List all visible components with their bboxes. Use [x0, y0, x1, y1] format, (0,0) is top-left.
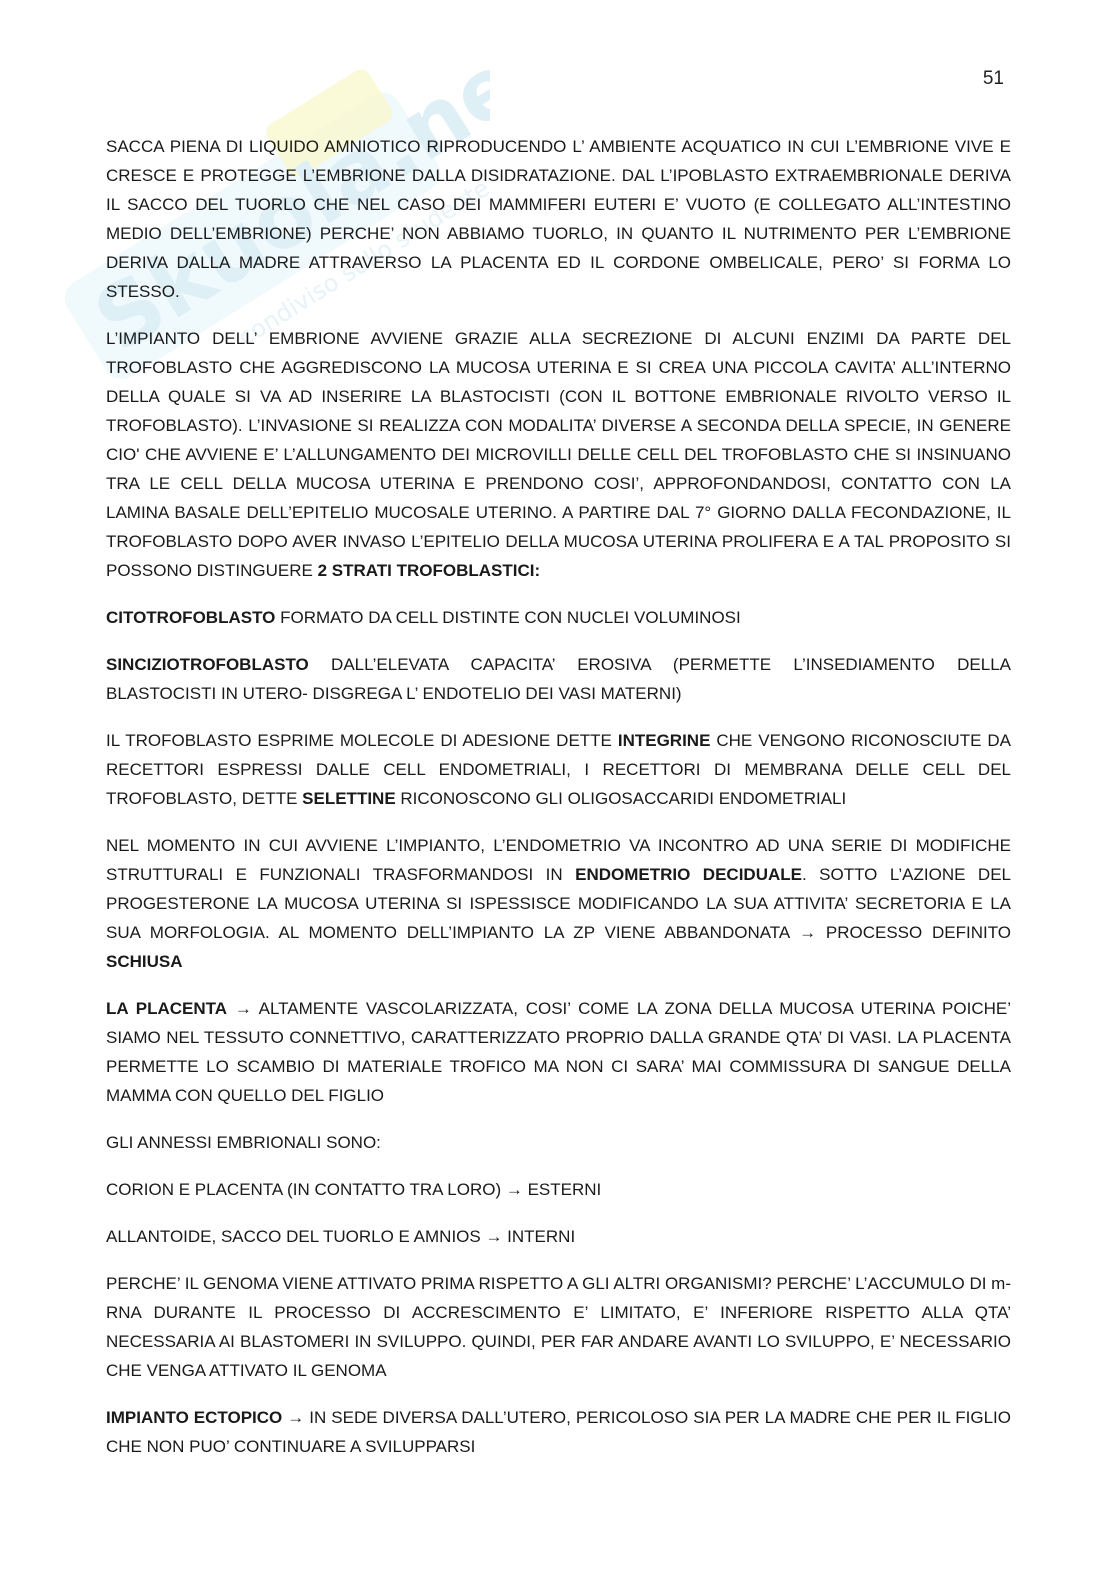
paragraph-text: IL TROFOBLASTO ESPRIME MOLECOLE DI ADESIONE DETTE: [106, 731, 618, 750]
paragraph: [106, 1128, 1011, 1157]
paragraph-text: → IN SEDE DIVERSA DALL’UTERO, PERICOLOSO SIA PER LA MADRE CHE PER IL FIGLIO CHE NON PUO’ CONTINUARE A SVILUPPARSI: [106, 1408, 1011, 1456]
bold-term: SINCIZIOTROFOBLASTO: [106, 655, 309, 674]
paragraph: [106, 726, 1011, 813]
page-number: 51: [982, 68, 1004, 89]
bold-term: ENDOMETRIO DECIDUALE: [575, 865, 802, 884]
paragraph-text: → ALTAMENTE VASCOLARIZZATA, COSI’ COME LA ZONA DELLA MUCOSA UTERINA POICHE’ SIAMO NEL TESSUTO CONNETTIVO, CARATTERIZZATO PROPRIO DALLA GRANDE QTA’ DI VASI. LA PLACENTA PERMETTE LO SCAMBIO DI MATERIALE TROFICO MA NON CI SARA’ MAI COMMISSURA DI SANGUE DELLA MAMMA CON QUELLO DEL FIGLIO: [106, 999, 1011, 1105]
paragraph: [106, 603, 1011, 632]
paragraph: [106, 324, 1011, 585]
paragraph-text: CHE VENGONO RICONOSCIUTE DA RECETTORI ESPRESSI DALLE CELL ENDOMETRIALI, I RECETTORI DI MEMBRANA DELLE CELL DEL TROFOBLASTO, DETTE: [106, 731, 1012, 808]
paragraph-text: SACCA PIENA DI LIQUIDO AMNIOTICO RIPRODUCENDO L’ AMBIENTE ACQUATICO IN CUI L’EMBRIONE VIVE E CRESCE E PROTEGGE L’EMBRIONE DALLA DISIDRATAZIONE. DAL L’IPOBLASTO EXTRAEMBRIONALE DERIVA IL SACCO DEL TUORLO CHE NEL CASO DEI MAMMIFERI EUTERI E’ VUOTO (E COLLEGATO ALL’INTESTINO MEDIO DELL’EMBRIONE) PERCHE’ NON ABBIAMO TUORLO, IN QUANTO IL NUTRIMENTO PER L’EMBRIONE DERIVA DALLA MADRE ATTRAVERSO LA PLACENTA ED IL CORDONE OMBELICALE, PERO’ SI FORMA LO STESSO.: [106, 137, 1011, 301]
bold-term: CITOTROFOBLASTO: [106, 608, 276, 627]
paragraph-text: PERCHE’ IL GENOMA VIENE ATTIVATO PRIMA RISPETTO A GLI ALTRI ORGANISMI? PERCHE’ L’ACCUMULO DI m-RNA DURANTE IL PROCESSO DI ACCRESCIMENTO E’ LIMITATO, E’ INFERIORE RISPETTO ALLA QTA’ NECESSARIA AI BLASTOMERI IN SVILUPPO. QUINDI, PER FAR ANDARE AVANTI LO SVILUPPO, E’ NECESSARIO CHE VENGA ATTIVATO IL GENOMA: [106, 1274, 1011, 1380]
paragraph-text: NEL MOMENTO IN CUI AVVIENE L’IMPIANTO, L’ENDOMETRIO VA INCONTRO AD UNA SERIE DI MODIFICHE STRUTTURALI E FUNZIONALI TRASFORMANDOSI IN: [106, 836, 1011, 884]
paragraph-text: RICONOSCONO GLI OLIGOSACCARIDI ENDOMETRIALI: [395, 789, 847, 808]
paragraph-text: FORMATO DA CELL DISTINTE CON NUCLEI VOLUMINOSI: [275, 608, 741, 627]
bold-term: IMPIANTO ECTOPICO: [106, 1408, 283, 1427]
paragraph-text: L’IMPIANTO DELL’ EMBRIONE AVVIENE GRAZIE ALLA SECREZIONE DI ALCUNI ENZIMI DA PARTE DEL TROFOBLASTO CHE AGGREDISCONO LA MUCOSA UTERINA E SI CREA UNA PICCOLA CAVITA’ ALL’INTERNO DELLA QUALE SI VA AD INSERIRE LA BLASTOCISTI (CON IL BOTTONE EMBRIONALE RIVOLTO VERSO IL TROFOBLASTO). L’INVASIONE SI REALIZZA CON MODALITA’ DIVERSE A SECONDA DELLA SPECIE, IN GENERE CIO' CHE AVVIENE E’ L’ALLUNGAMENTO DEI MICROVILLI DELLE CELL DEL TROFOBLASTO CHE SI INSINUANO TRA LE CELL DELLA MUCOSA UTERINA E PRENDONO COSI’, APPROFONDANDOSI, CONTATTO CON LA LAMINA BASALE DELL’EPITELIO MUCOSALE UTERINO. A PARTIRE DAL 7° GIORNO DALLA FECONDAZIONE, IL TROFOBLASTO DOPO AVER INVASO L’EPITELIO DELLA MUCOSA UTERINA PROLIFERA E A TAL PROPOSITO SI POSSONO DISTINGUERE: [106, 329, 1011, 580]
paragraph-text: . SOTTO L’AZIONE DEL PROGESTERONE LA MUCOSA UTERINA SI ISPESSISCE MODIFICANDO LA SUA ATTIVITA’ SECRETORIA E LA SUA MORFOLOGIA. AL MOMENTO DELL’IMPIANTO LA ZP VIENE ABBANDONATA → PROCESSO DEFINITO: [106, 865, 1011, 942]
bold-term: INTEGRINE: [617, 731, 711, 750]
paragraph: [106, 831, 1011, 976]
paragraph-text: CORION E PLACENTA (IN CONTATTO TRA LORO) → ESTERNI: [106, 1180, 602, 1199]
bold-term: LA PLACENTA: [106, 999, 228, 1018]
watermark-text: Skuola.net: [77, 40, 490, 372]
bold-term: SCHIUSA: [106, 952, 183, 971]
paragraph-text: GLI ANNESSI EMBRIONALI SONO:: [106, 1133, 381, 1152]
paragraph: [106, 132, 1011, 306]
paragraph-text: ALLANTOIDE, SACCO DEL TUORLO E AMNIOS → INTERNI: [106, 1227, 576, 1246]
bold-term: SELETTINE: [302, 789, 396, 808]
paragraph: [106, 1222, 1011, 1251]
bold-term: 2 STRATI TROFOBLASTICI:: [317, 561, 541, 580]
watermark-subtext: condiviso sullo studente: [233, 173, 490, 352]
paragraph: [106, 650, 1011, 708]
page-body: [106, 132, 1011, 1479]
paragraph: [106, 1403, 1011, 1461]
paragraph: [106, 1269, 1011, 1385]
paragraph: [106, 1175, 1011, 1204]
paragraph-text: DALL’ELEVATA CAPACITA’ EROSIVA (PERMETTE L’INSEDIAMENTO DELLA BLASTOCISTI IN UTERO- DISGREGA L’ ENDOTELIO DEI VASI MATERNI): [106, 655, 1011, 703]
paragraph: [106, 994, 1011, 1110]
